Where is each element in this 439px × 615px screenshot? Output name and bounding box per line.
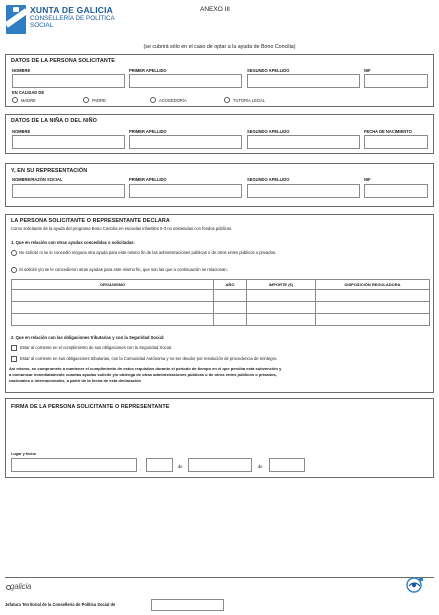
emblem-icon bbox=[405, 576, 425, 594]
applicant-surname2-field[interactable] bbox=[247, 74, 360, 88]
applicant-section bbox=[5, 54, 434, 107]
cell-input[interactable] bbox=[214, 290, 247, 302]
place-date-label: Lugar y fecha bbox=[11, 452, 36, 456]
child-surname2-label: SEGUNDO APELLIDO bbox=[247, 129, 290, 134]
brand-department-line1: CONSELLERÍA DE POLÍTICA bbox=[30, 15, 115, 22]
rep-nif-field[interactable] bbox=[364, 184, 428, 198]
rep-surname1-label: PRIMER APELLIDO bbox=[129, 177, 167, 182]
applicant-surname1-label: PRIMER APELLIDO bbox=[129, 68, 167, 73]
de-label-1: de bbox=[178, 464, 183, 469]
representative-section bbox=[5, 163, 434, 207]
territorial-office-label: Jefatura Territorial de la Consellería de Política Social de bbox=[5, 602, 116, 607]
table-header-row bbox=[12, 280, 430, 290]
representative-section-title: Y, EN SU REPRESENTACIÓN bbox=[11, 168, 88, 174]
child-birthdate-label: FECHA DE NACIMIENTO bbox=[364, 129, 412, 134]
radio-no-other-aid-label: No solicitó ni se le concedió ninguna otra ayuda para este mismo fin de las administraciones públicas o de otros entes públicos o privados. bbox=[19, 250, 277, 255]
rep-surname1-field[interactable] bbox=[129, 184, 242, 198]
rep-nif-label: NIF bbox=[364, 177, 371, 182]
cell-input[interactable] bbox=[247, 290, 316, 302]
checkbox-social-security[interactable] bbox=[11, 345, 17, 351]
child-name-field[interactable] bbox=[12, 135, 125, 149]
cell-input[interactable] bbox=[247, 302, 316, 314]
declaration-closing-line-1: Así mismo, se compromete a mantener el cumplimiento de estos requisitos durante el período de tiempo en el que perciba esta subvención y bbox=[9, 366, 282, 371]
applicant-name-label: NOMBRE bbox=[12, 68, 31, 73]
radio-no-other-aid[interactable] bbox=[11, 250, 17, 256]
radio-tutor[interactable] bbox=[224, 97, 230, 103]
radio-other-aid[interactable] bbox=[11, 267, 17, 273]
applicant-nif-field[interactable] bbox=[364, 74, 428, 88]
table-row bbox=[12, 314, 430, 326]
checkbox-tax-obligations-label: Estar al corriente en sus obligaciones tributarias, con la Comunidad Autónoma y no ser deudor por resolución de procedencia de reintegro. bbox=[20, 356, 278, 361]
col-organismo: ORGANISMO bbox=[12, 280, 214, 290]
checkbox-social-security-label: Estar al corriente en el cumplimiento de sus obligaciones con la Seguridad Social. bbox=[20, 345, 172, 350]
brand-name: XUNTA DE GALICIA bbox=[30, 5, 114, 15]
radio-acogedor-label: ACOGEDOR/A bbox=[159, 98, 187, 103]
radio-other-aid-label: Sí solicitó y/o se le concedieron otras ayudas para este mismo fin, que son las que a continuación se relacionan: bbox=[19, 267, 228, 272]
col-disposicion: DISPOSICIÓN REGULADORA bbox=[316, 280, 430, 290]
xunta-flag-logo bbox=[6, 5, 26, 34]
rep-surname2-label: SEGUNDO APELLIDO bbox=[247, 177, 290, 182]
rep-surname2-field[interactable] bbox=[247, 184, 360, 198]
applicant-name-field[interactable] bbox=[12, 74, 125, 88]
place-field[interactable] bbox=[11, 458, 137, 472]
child-birthdate-field[interactable] bbox=[364, 135, 428, 149]
child-name-label: NOMBRE bbox=[12, 129, 31, 134]
other-aids-table bbox=[11, 279, 430, 326]
crown-icon bbox=[13, 7, 19, 12]
radio-madre-label: MADRE bbox=[21, 98, 36, 103]
radio-tutor-label: TUTOR/A LEGAL bbox=[233, 98, 266, 103]
form-note: (se cubrirá sólo en el caso de optar a la ayuda de Bono Concilia) bbox=[143, 44, 296, 50]
checkbox-tax-obligations[interactable] bbox=[11, 356, 17, 362]
brand-department-line2: SOCIAL bbox=[30, 22, 54, 29]
place-date-comma: , bbox=[140, 466, 142, 471]
child-surname2-field[interactable] bbox=[247, 135, 360, 149]
brand-department bbox=[30, 15, 115, 29]
child-section bbox=[5, 114, 434, 154]
cell-input[interactable] bbox=[316, 314, 430, 326]
col-ano: AÑO bbox=[214, 280, 247, 290]
col-importe: IMPORTE (€) bbox=[247, 280, 316, 290]
declaration-closing-line-2: a comunicar inmediatamente cuantas ayudas solicite y/o obtenga de otras administraciones públicas o de otros entes públicos o privados, bbox=[9, 372, 277, 377]
galicia-logo: galicia bbox=[10, 582, 32, 591]
declaration-closing-line-3: nacionales o internacionales, a partir de la fecha de esta declaración bbox=[9, 378, 142, 383]
cell-input[interactable] bbox=[316, 290, 430, 302]
declaration-intro: Como solicitante de la ayuda del programa Bono Concilia en escuelas infantiles 0-3 no sostenidas con fondos públicos. bbox=[11, 226, 233, 231]
child-section-title: DATOS DE LA NIÑA O DEL NIÑO bbox=[11, 118, 97, 124]
radio-acogedor[interactable] bbox=[150, 97, 156, 103]
de-label-2: de bbox=[258, 464, 263, 469]
cell-input[interactable] bbox=[12, 302, 214, 314]
radio-padre-label: PADRE bbox=[92, 98, 106, 103]
year-field[interactable] bbox=[269, 458, 305, 472]
radio-madre[interactable] bbox=[12, 97, 18, 103]
applicant-section-title: DATOS DE LA PERSONA SOLICITANTE bbox=[11, 58, 115, 64]
child-surname1-label: PRIMER APELLIDO bbox=[129, 129, 167, 134]
annex-title: ANEXO III bbox=[200, 6, 230, 13]
table-row bbox=[12, 290, 430, 302]
declaration-point-1: 1. Que en relación con otras ayudas concedidas o solicitadas: bbox=[11, 240, 135, 245]
declaration-section-title: LA PERSONA SOLICITANTE O REPRESENTANTE DECLARA bbox=[11, 218, 170, 224]
cell-input[interactable] bbox=[247, 314, 316, 326]
cell-input[interactable] bbox=[12, 290, 214, 302]
cell-input[interactable] bbox=[214, 314, 247, 326]
cell-input[interactable] bbox=[12, 314, 214, 326]
declaration-point-2: 2. Que en relación con las obligaciones tributarias y con la Seguridad Social: bbox=[11, 335, 165, 340]
signature-section-title: FIRMA DE LA PERSONA SOLICITANTE O REPRESENTANTE bbox=[11, 404, 170, 410]
territorial-office-field[interactable] bbox=[151, 599, 224, 611]
day-field[interactable] bbox=[146, 458, 173, 472]
footer-divider bbox=[5, 577, 434, 578]
rep-name-field[interactable] bbox=[12, 184, 125, 198]
child-surname1-field[interactable] bbox=[129, 135, 242, 149]
applicant-surname2-label: SEGUNDO APELLIDO bbox=[247, 68, 290, 73]
cell-input[interactable] bbox=[214, 302, 247, 314]
capacity-label: EN CALIDAD DE bbox=[12, 90, 45, 95]
month-field[interactable] bbox=[188, 458, 252, 472]
radio-padre[interactable] bbox=[83, 97, 89, 103]
table-row bbox=[12, 302, 430, 314]
applicant-surname1-field[interactable] bbox=[129, 74, 242, 88]
applicant-nif-label: NIF bbox=[364, 68, 371, 73]
cell-input[interactable] bbox=[316, 302, 430, 314]
rep-name-label: NOMBRE/RAZÓN SOCIAL bbox=[12, 177, 63, 182]
